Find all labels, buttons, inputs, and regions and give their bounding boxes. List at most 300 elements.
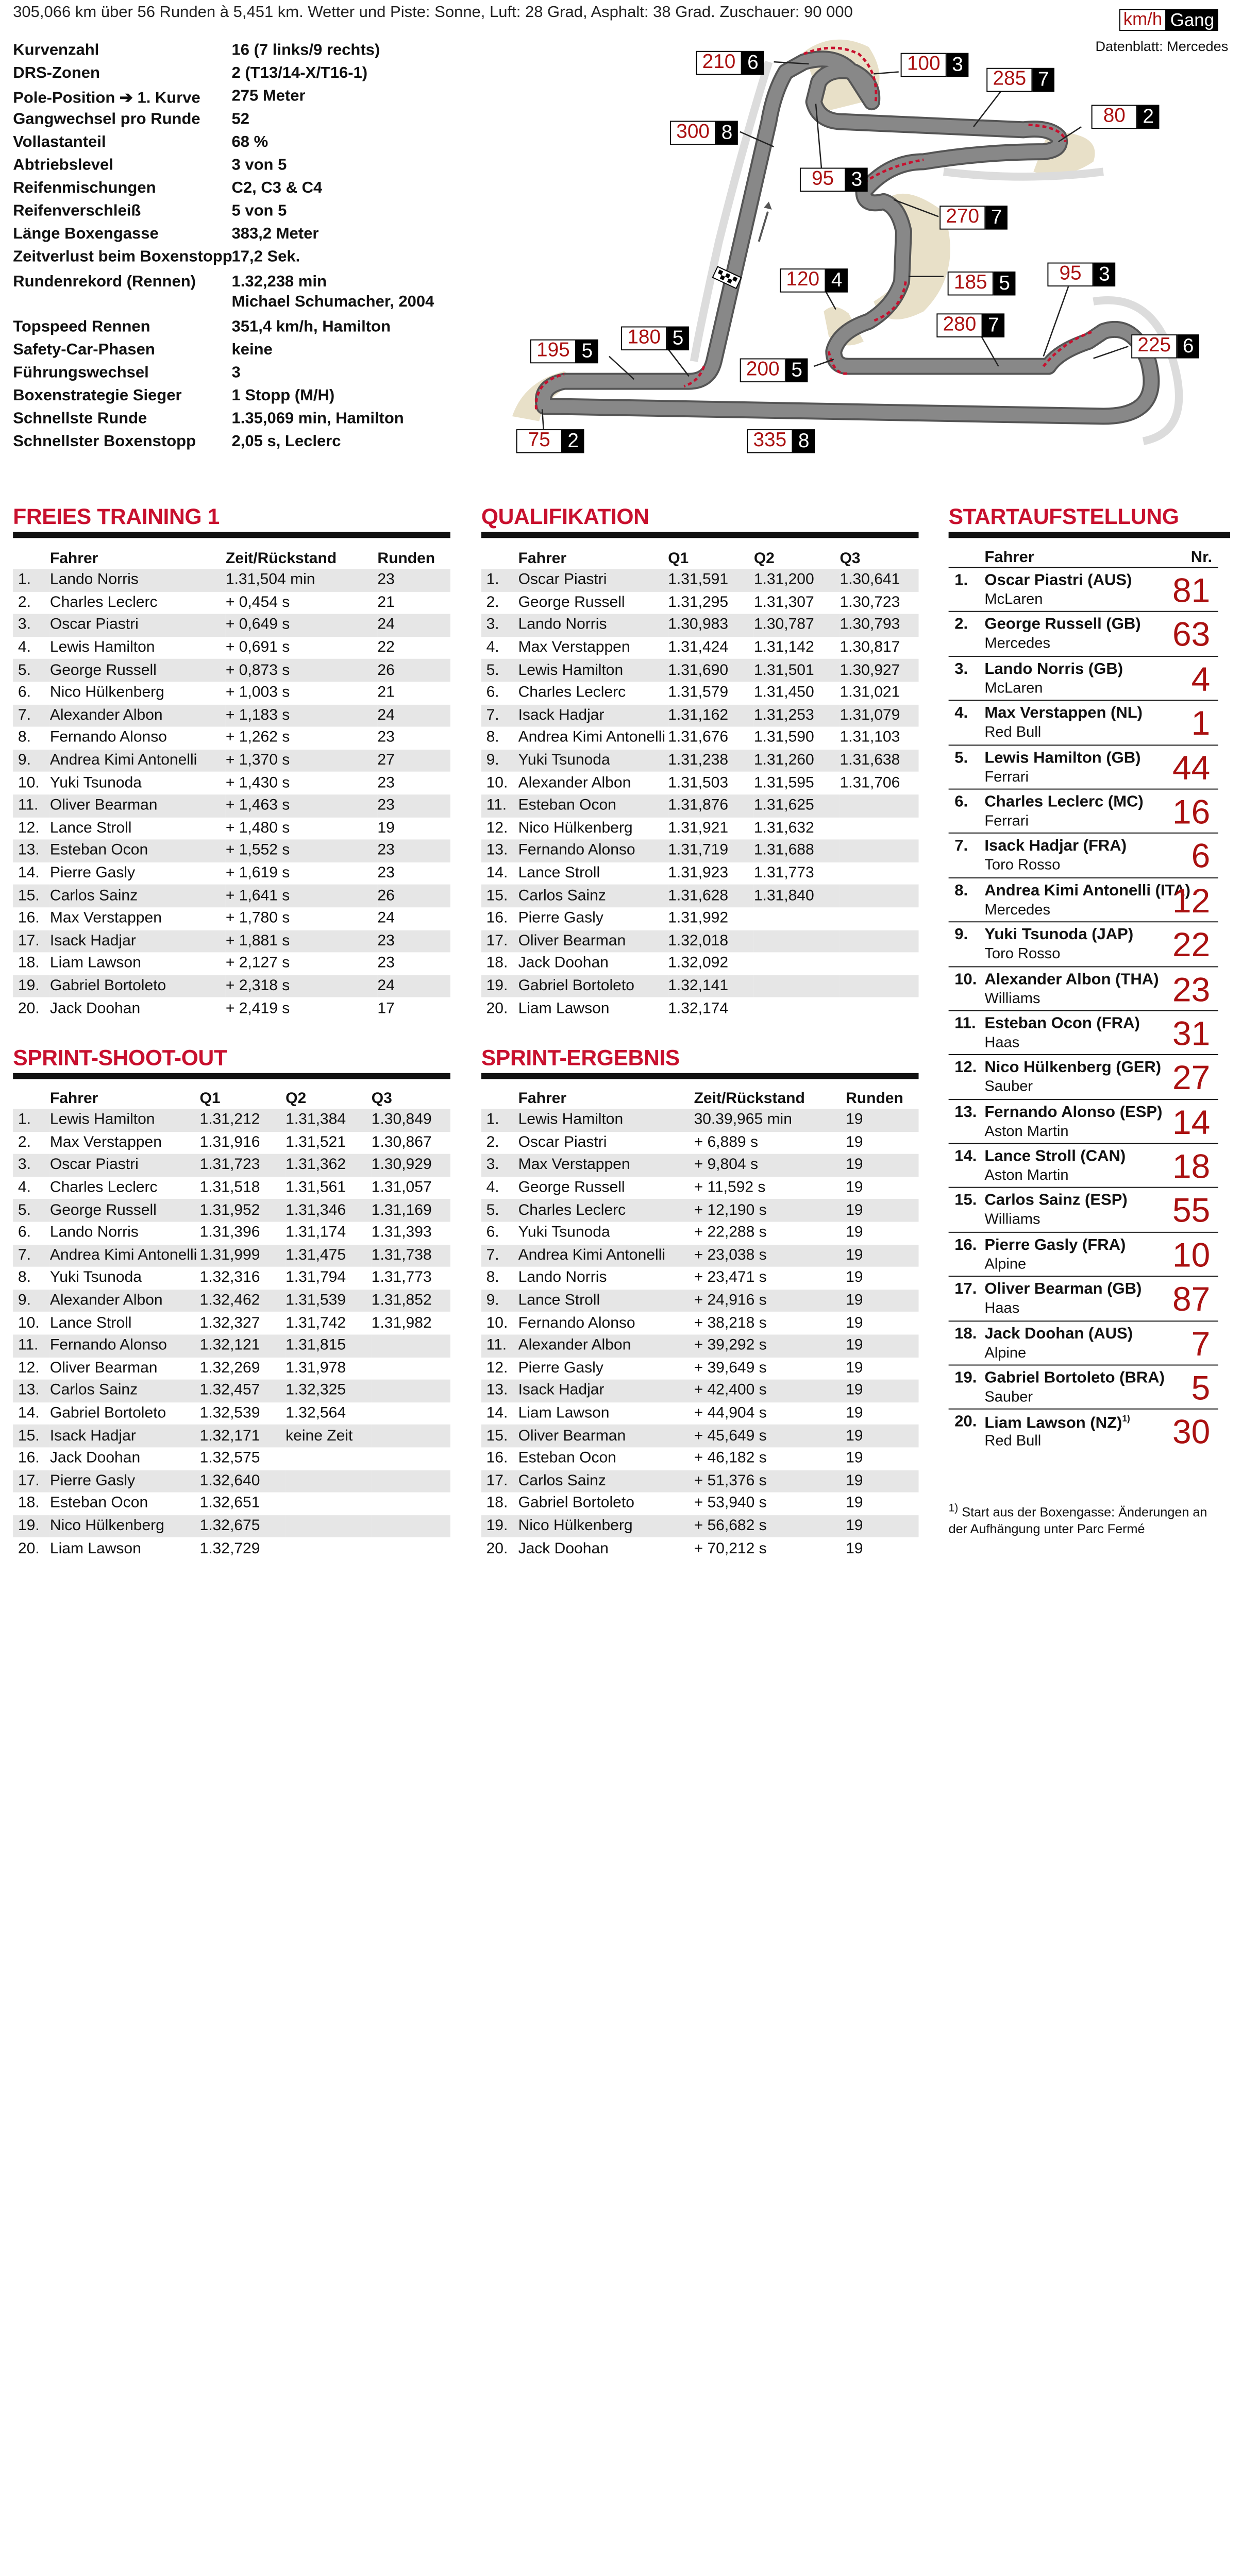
table-row — [481, 953, 919, 975]
value-cell: 23 — [377, 794, 450, 817]
table-row — [481, 1537, 919, 1560]
value-cell: 1.30,723 — [840, 594, 900, 611]
driver-cell: Gabriel Bortoleto — [49, 1404, 166, 1422]
position-cell: 7. — [481, 1244, 518, 1267]
value-cell — [840, 930, 918, 953]
driver-cell: Pierre Gasly — [518, 1359, 603, 1377]
grid-car-number: 31 — [1172, 1015, 1211, 1053]
value-cell: 1.31,295 — [668, 594, 729, 611]
sprint-rule — [481, 1073, 919, 1079]
grid-driver-name: Charles Leclerc (MC) — [984, 793, 1144, 811]
value-cell: 1.31,676 — [668, 729, 729, 747]
corner-speed: 225 — [1131, 334, 1177, 359]
position-cell: 2. — [18, 594, 31, 611]
sso-title: SPRINT-SHOOT-OUT — [13, 1045, 227, 1070]
value-cell: + 1,003 s — [225, 684, 290, 701]
table-row — [481, 975, 919, 997]
position-cell: 19. — [481, 1515, 518, 1538]
driver-cell: George Russell — [50, 659, 226, 682]
value-cell — [286, 1515, 372, 1538]
driver-cell: Jack Doohan — [49, 999, 141, 1017]
position-cell: 9. — [481, 1290, 518, 1312]
position-cell: 7. — [13, 704, 50, 727]
value-cell: + 39,292 s — [694, 1334, 846, 1357]
grid-driver-name: Yuki Tsunoda (JAP) — [984, 926, 1134, 944]
table-row — [481, 591, 919, 614]
value-cell: + 9,804 s — [694, 1154, 846, 1177]
grid-driver — [984, 1148, 1126, 1166]
value-cell — [286, 1447, 372, 1470]
position-cell: 2. — [486, 1133, 499, 1151]
table-header — [481, 548, 919, 569]
table-row — [481, 1131, 919, 1154]
value-cell: 1.30,867 — [371, 1133, 432, 1151]
value-cell: 24 — [377, 614, 450, 637]
grid-team: Williams — [984, 1211, 1040, 1229]
grid-position: 9. — [954, 926, 968, 944]
value-cell: 1.31,362 — [286, 1154, 372, 1177]
corner-gear: 5 — [576, 340, 598, 364]
value-cell: 1.32,575 — [199, 1449, 260, 1467]
table-row — [13, 1402, 450, 1425]
position-cell: 16. — [18, 909, 40, 927]
value-cell — [840, 975, 918, 997]
column-header: Fahrer — [518, 548, 668, 569]
value-cell: + 42,400 s — [694, 1380, 846, 1402]
spec-label: Abtriebslevel — [13, 157, 113, 174]
value-cell: + 39,649 s — [694, 1359, 767, 1377]
value-cell: 1.31,253 — [754, 704, 840, 727]
position-cell: 13. — [13, 840, 50, 862]
table-row — [481, 1222, 919, 1244]
table-row — [13, 1131, 450, 1154]
grid-item — [949, 1409, 1218, 1453]
corner-speed: 195 — [530, 340, 576, 364]
driver-cell: Fernando Alonso — [49, 729, 167, 747]
corner-gear: 2 — [562, 429, 584, 453]
grid-item — [949, 1055, 1218, 1099]
position-cell: 8. — [18, 729, 31, 747]
value-cell: 1.31,982 — [371, 1314, 432, 1331]
grid-car-number: 87 — [1172, 1281, 1211, 1319]
grid-driver — [984, 1192, 1127, 1210]
driver-cell: Max Verstappen — [518, 1154, 694, 1177]
position-cell: 13. — [481, 840, 518, 862]
position-cell: 12. — [18, 819, 40, 837]
position-cell: 4. — [486, 1179, 499, 1196]
grid-driver — [984, 705, 1143, 723]
value-cell: 1.31,992 — [668, 909, 729, 927]
corner-speed-label — [1092, 105, 1160, 129]
spec-label: Pole-Position ➔ 1. Kurve — [13, 90, 200, 107]
grid-driver-name: Alexander Albon (THA) — [984, 971, 1159, 988]
driver-cell: Yuki Tsunoda — [518, 750, 668, 772]
grid-driver — [984, 1059, 1161, 1077]
grid-item — [949, 789, 1218, 833]
value-cell: 1.31,079 — [840, 704, 918, 727]
value-cell: 1.31,978 — [286, 1359, 346, 1377]
corner-speed: 200 — [740, 359, 786, 383]
grid-car-number: 81 — [1172, 572, 1211, 610]
grid-rule — [949, 532, 1230, 538]
position-cell: 15. — [13, 885, 50, 907]
value-cell: 1.31,238 — [668, 750, 754, 772]
value-cell: + 1,480 s — [225, 819, 290, 837]
unit-legend — [1119, 9, 1218, 31]
value-cell — [372, 1425, 450, 1447]
spec-value: 5 von 5 — [231, 202, 287, 220]
driver-cell: Liam Lawson — [518, 999, 610, 1017]
table-row — [481, 885, 919, 907]
value-cell — [372, 1447, 450, 1470]
fp1-rule — [13, 532, 450, 538]
driver-cell: Charles Leclerc — [518, 684, 626, 701]
position-cell: 5. — [481, 659, 518, 682]
value-cell: 19 — [846, 1334, 918, 1357]
grid-car-number: 12 — [1172, 882, 1211, 920]
corner-gear: 5 — [667, 327, 689, 351]
value-cell: 21 — [377, 684, 395, 701]
value-cell: 1.31,475 — [286, 1244, 372, 1267]
leader-line — [826, 292, 835, 310]
fp1-table — [13, 548, 450, 1020]
grid-driver-name: Oliver Bearman (GB) — [984, 1281, 1142, 1298]
grid-team: Aston Martin — [984, 1167, 1069, 1184]
value-cell: 1.31,794 — [286, 1269, 346, 1286]
value-cell: 19 — [846, 1495, 863, 1512]
spec-label: Topspeed Rennen — [13, 318, 150, 335]
value-cell: 1.30,817 — [840, 639, 900, 656]
grid-team: Alpine — [984, 1256, 1027, 1273]
sso-rule — [13, 1073, 450, 1079]
value-cell: 1.30,983 — [668, 614, 754, 637]
table-row — [13, 862, 450, 885]
value-cell: 19 — [846, 1539, 863, 1557]
grid-driver — [984, 749, 1140, 767]
value-cell — [754, 997, 840, 1020]
value-cell: 1.31,169 — [372, 1199, 450, 1222]
driver-cell: Carlos Sainz — [50, 885, 226, 907]
grid-item — [949, 1232, 1218, 1276]
value-cell: 1.31,999 — [200, 1244, 286, 1267]
grid-car-number: 55 — [1172, 1192, 1211, 1230]
corner-speed-label — [948, 272, 1016, 296]
column-header: Fahrer — [50, 548, 226, 569]
grid-team: Toro Rosso — [984, 857, 1061, 874]
table-row — [13, 1199, 450, 1222]
corner-speed-label — [936, 313, 1004, 337]
value-cell: 23 — [377, 729, 395, 747]
value-cell: 24 — [377, 975, 450, 997]
value-cell: 17 — [377, 999, 395, 1017]
value-cell — [754, 907, 840, 930]
driver-cell: Lewis Hamilton — [518, 659, 668, 682]
value-cell: 1.31,260 — [754, 750, 840, 772]
spec-value: 1.35,069 min, Hamilton — [231, 410, 404, 428]
corner-speed: 285 — [986, 68, 1032, 92]
table-row — [481, 1290, 919, 1312]
value-cell: + 1,641 s — [226, 885, 378, 907]
grid-driver — [984, 1369, 1165, 1387]
driver-cell: Carlos Sainz — [518, 1470, 694, 1493]
position-cell: 11. — [481, 1334, 518, 1357]
value-cell: 1.32,640 — [200, 1470, 286, 1493]
grid-car-number: 23 — [1172, 971, 1211, 1009]
grid-car-number: 22 — [1172, 926, 1211, 964]
data-source: Datenblatt: Mercedes — [1095, 38, 1229, 54]
value-cell: 1.32,316 — [199, 1269, 260, 1286]
direction-arrow — [759, 201, 772, 242]
corner-gear: 5 — [786, 359, 808, 383]
grid-driver-name: Jack Doohan (AUS) — [984, 1325, 1133, 1343]
quali-title: QUALIFIKATION — [481, 504, 649, 529]
grid-driver — [984, 838, 1127, 856]
value-cell: 19 — [846, 1244, 918, 1267]
position-cell: 11. — [13, 1334, 50, 1357]
corner-speed-label — [670, 121, 738, 145]
driver-cell: Yuki Tsunoda — [518, 1224, 610, 1241]
grid-position: 8. — [954, 882, 968, 900]
value-cell: 26 — [377, 659, 450, 682]
grid-position: 13. — [954, 1104, 977, 1121]
driver-cell: Jack Doohan — [49, 1449, 141, 1467]
grid-driver-name: Lance Stroll (CAN) — [984, 1148, 1126, 1165]
value-cell: 1.31,103 — [840, 729, 900, 747]
value-cell: 1.32,462 — [200, 1290, 286, 1312]
table-row — [13, 1312, 450, 1335]
table-row — [481, 727, 919, 750]
value-cell: 1.30,927 — [840, 659, 918, 682]
grid-position: 11. — [954, 1015, 976, 1032]
table-row — [481, 1334, 919, 1357]
table-row — [13, 1334, 450, 1357]
driver-cell: Oliver Bearman — [50, 794, 226, 817]
driver-cell: Jack Doohan — [518, 955, 609, 972]
value-cell: 19 — [846, 1380, 918, 1402]
driver-cell: Charles Leclerc — [49, 594, 158, 611]
table-row — [481, 817, 919, 840]
grid-position: 3. — [954, 660, 968, 678]
value-cell: + 1,183 s — [226, 704, 378, 727]
table-row — [13, 1537, 450, 1560]
grid-item — [949, 744, 1218, 789]
grid-header-driver: Fahrer — [984, 549, 1034, 566]
driver-cell: Max Verstappen — [49, 909, 162, 927]
grid-driver — [984, 926, 1133, 944]
value-cell: 23 — [377, 955, 395, 972]
spec-value: 1 Stopp (M/H) — [231, 387, 335, 404]
grid-team: Ferrari — [984, 812, 1029, 829]
position-cell: 14. — [18, 1404, 40, 1422]
value-cell: 1.31,719 — [668, 840, 754, 862]
value-cell — [754, 930, 840, 953]
value-cell — [286, 1470, 372, 1493]
value-cell: + 23,471 s — [694, 1269, 767, 1286]
position-cell: 17. — [481, 1470, 518, 1493]
driver-cell: Liam Lawson — [49, 1539, 141, 1557]
driver-cell: Gabriel Bortoleto — [518, 975, 668, 997]
value-cell — [372, 1470, 450, 1493]
position-cell: 19. — [13, 975, 50, 997]
table-row — [13, 1267, 450, 1290]
footnote-ref: 1) — [1122, 1414, 1130, 1424]
position-cell: 11. — [13, 794, 50, 817]
value-cell: 1.30,787 — [754, 614, 840, 637]
value-cell: 19 — [846, 1290, 918, 1312]
value-cell: 23 — [377, 840, 450, 862]
value-cell: + 1,463 s — [226, 794, 378, 817]
kmh-label: km/h — [1119, 9, 1166, 31]
driver-cell: Pierre Gasly — [49, 864, 136, 882]
value-cell: 1.31,815 — [286, 1334, 372, 1357]
value-cell: 1.30,849 — [372, 1109, 450, 1132]
value-cell: 1.32,327 — [199, 1314, 260, 1331]
value-cell: + 51,376 s — [694, 1470, 846, 1493]
value-cell: 1.31,539 — [286, 1290, 372, 1312]
position-cell: 10. — [486, 1314, 508, 1331]
value-cell: + 56,682 s — [694, 1515, 846, 1538]
table-row — [481, 569, 919, 591]
position-cell: 18. — [486, 1495, 508, 1512]
driver-cell: Alexander Albon — [518, 1334, 694, 1357]
corner-speed: 210 — [696, 51, 742, 75]
grid-team: Mercedes — [984, 635, 1050, 652]
position-cell: 5. — [481, 1199, 518, 1222]
position-cell: 13. — [481, 1380, 518, 1402]
value-cell: 1.32,729 — [199, 1539, 260, 1557]
value-cell: 1.31,921 — [668, 819, 729, 837]
table-row — [13, 953, 450, 975]
position-cell: 20. — [486, 999, 508, 1017]
value-cell: 1.31,021 — [840, 684, 900, 701]
table-row — [13, 975, 450, 997]
table-header — [13, 1088, 450, 1109]
driver-cell: Lewis Hamilton — [518, 1109, 694, 1132]
grid-team: Sauber — [984, 1388, 1033, 1406]
value-cell: 1.31,503 — [668, 774, 729, 791]
table-header — [13, 548, 450, 569]
driver-cell: Gabriel Bortoleto — [518, 1495, 634, 1512]
position-cell: 6. — [18, 1224, 31, 1241]
value-cell: 1.31,706 — [840, 774, 900, 791]
value-cell: 24 — [377, 704, 450, 727]
position-cell: 10. — [486, 774, 508, 791]
corner-speed-label — [939, 206, 1008, 230]
corner-speed: 120 — [780, 268, 826, 293]
value-cell: 1.31,688 — [754, 840, 840, 862]
value-cell: 1.31,501 — [754, 659, 840, 682]
driver-cell: Carlos Sainz — [518, 885, 668, 907]
spec-value: 3 von 5 — [231, 157, 287, 174]
corner-speed: 300 — [670, 121, 716, 145]
corner-gear: 7 — [985, 206, 1008, 230]
value-cell: 1.32,141 — [668, 975, 754, 997]
value-cell — [840, 885, 918, 907]
table-row — [481, 1154, 919, 1177]
value-cell — [372, 1515, 450, 1538]
position-cell: 15. — [13, 1425, 50, 1447]
value-cell: 19 — [846, 1224, 863, 1241]
spec-label: Reifenmischungen — [13, 179, 156, 197]
grid-car-number: 16 — [1172, 793, 1211, 832]
table-row — [13, 885, 450, 907]
table-row — [481, 862, 919, 885]
value-cell: 1.32,325 — [286, 1380, 372, 1402]
grid-car-number: 4 — [1191, 660, 1211, 699]
value-cell: 1.31,057 — [371, 1179, 432, 1196]
table-row — [481, 1493, 919, 1515]
value-cell: 1.31,952 — [200, 1199, 286, 1222]
grid-team: Aston Martin — [984, 1123, 1069, 1140]
spec-value-line2: Michael Schumacher, 2004 — [231, 293, 434, 311]
grid-position: 7. — [954, 838, 968, 855]
value-cell: 26 — [377, 885, 450, 907]
corner-gear: 7 — [983, 313, 1005, 337]
position-cell: 2. — [486, 594, 499, 611]
driver-cell: Charles Leclerc — [518, 1199, 694, 1222]
grid-item — [949, 700, 1218, 744]
table-row — [13, 614, 450, 637]
corner-speed-label — [747, 429, 815, 453]
value-cell: 1.31,923 — [668, 864, 729, 882]
position-cell: 4. — [18, 1179, 31, 1196]
table-row — [13, 1447, 450, 1470]
corner-gear: 3 — [846, 168, 868, 192]
table-row — [481, 682, 919, 704]
spec-label: Schnellster Boxenstopp — [13, 433, 196, 450]
grid-header-number: Nr. — [1190, 549, 1213, 566]
driver-cell: Isack Hadjar — [518, 704, 668, 727]
table-row — [481, 1312, 919, 1335]
starting-grid — [949, 543, 1218, 1453]
table-row — [13, 907, 450, 930]
column-header: Q3 — [372, 1088, 450, 1109]
grid-team: Mercedes — [984, 901, 1050, 918]
corner-speed: 80 — [1092, 105, 1137, 129]
grid-position: 14. — [954, 1148, 977, 1165]
position-cell: 15. — [481, 885, 518, 907]
value-cell: 19 — [846, 1449, 863, 1467]
value-cell — [754, 975, 840, 997]
value-cell — [840, 817, 918, 840]
position-cell: 1. — [481, 569, 518, 591]
spec-value: 351,4 km/h, Hamilton — [231, 318, 391, 335]
position-cell: 12. — [486, 819, 508, 837]
grid-position: 12. — [954, 1059, 977, 1077]
value-cell: 1.31,162 — [668, 704, 754, 727]
grid-item — [949, 1188, 1218, 1232]
position-cell: 6. — [486, 1224, 499, 1241]
corner-gear: 8 — [716, 121, 738, 145]
column-header: Q2 — [754, 548, 840, 569]
value-cell: 19 — [846, 1314, 863, 1331]
value-cell: 19 — [846, 1109, 918, 1132]
value-cell: + 1,262 s — [225, 729, 290, 747]
grid-position: 5. — [954, 749, 968, 767]
value-cell — [372, 1334, 450, 1357]
grid-team: Toro Rosso — [984, 945, 1061, 962]
value-cell: 19 — [846, 1470, 918, 1493]
column-header — [481, 1088, 518, 1109]
corner-gear: 6 — [1177, 334, 1199, 359]
corner-gear: 6 — [742, 51, 764, 75]
grid-position: 2. — [954, 616, 968, 634]
corner-gear: 8 — [793, 429, 815, 453]
driver-cell: Lance Stroll — [49, 1314, 132, 1331]
value-cell: 1.30,793 — [840, 614, 918, 637]
value-cell: 1.31,579 — [668, 684, 729, 701]
position-cell: 8. — [486, 729, 499, 747]
